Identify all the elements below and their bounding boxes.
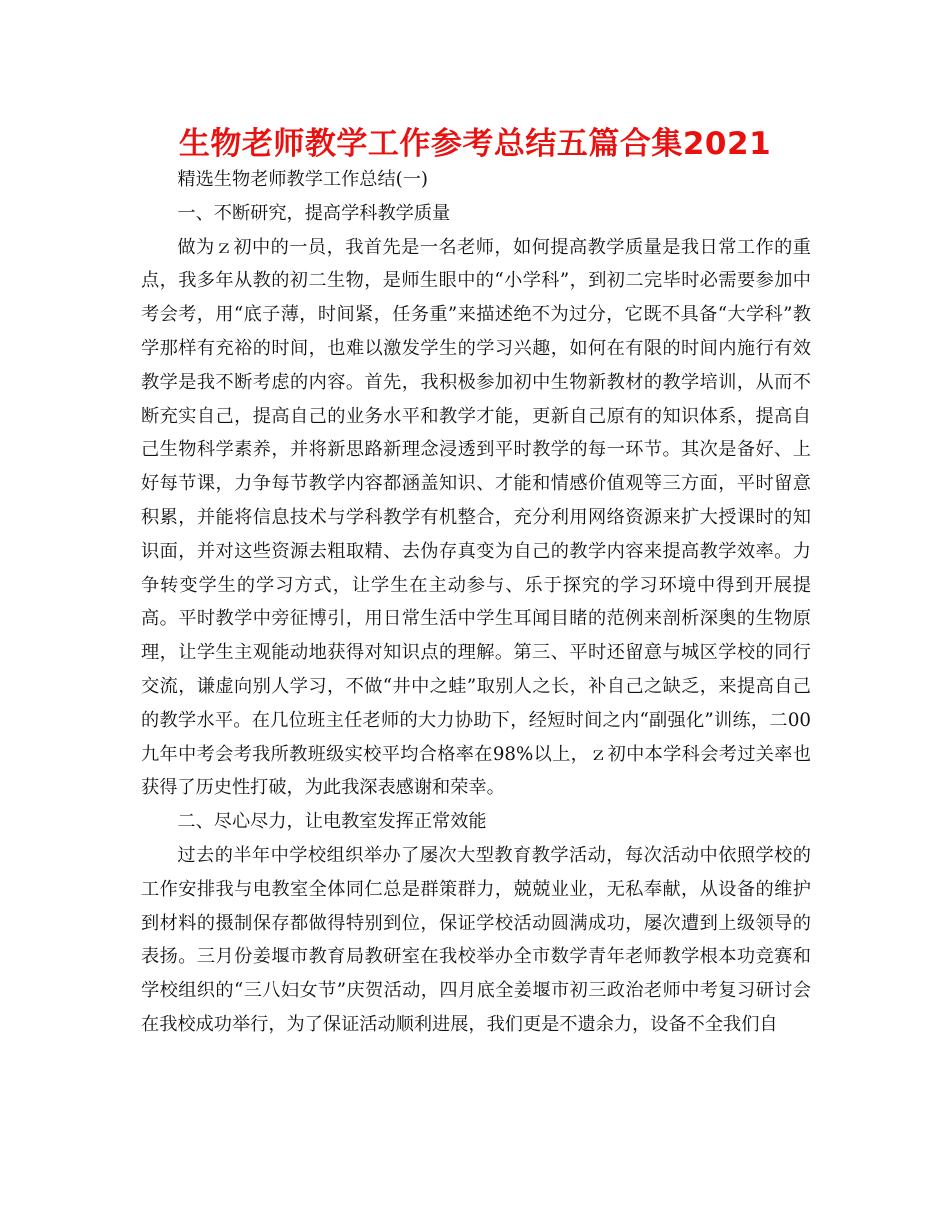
document-subtitle: 精选生物老师教学工作总结(一) <box>177 169 429 190</box>
document-title: 生物老师教学工作参考总结五篇合集2021 <box>178 126 772 162</box>
section-heading-2: 二、尽心尽力，让电教室发挥正常效能 <box>177 811 487 833</box>
paragraph-1: 做为ｚ初中的一员，我首先是一名老师，如何提高教学质量是我日常工作的重点，我多年从教的初二生物，是师生眼中的“小学科”，到初二完毕时必需要参加中考会考，用“底子薄，时间紧，任务重”来描述绝不为过分，它既不具备“大学科”教学那样有充裕的时间，也难以激发学生的学习兴趣，如何在有限的时间内施行有效教学是我不断考虑的内容。首先，我积极参加初中生物新教材的教学培训，从而不断充实自己，提高自己的业务水平和教学才能，更新自己原有的知识体系，提高自己生物科学素养，并将新思路新理念浸透到平时教学的每一环节。其次是备好、上好每节课，力争每节教学内容都涵盖知识、才能和情感价值观等三方面，平时留意积累，并能将信息技术与学科教学有机整合，充分利用网络资源来扩大授课时的知识面，并对这些资源去粗取精、去伪存真变为自己的教学内容来提高教学效率。力争转变学生的学习方式，让学生在主动参与、乐于探究的学习环境中得到开展提高。平时教学中旁征博引，用日常生活中学生耳闻目睹的范例来剖析深奥的生物原理，让学生主观能动地获得对知识点的理解。第三、平时还留意与城区学校的同行交流，谦虚向别人学习，不做“井中之蛙”取别人之长，补自己之缺乏，来提高自己的教学水平。在几位班主任老师的大力协助下，经短时间之内“副强化”训练，二00九年中考会考我所教班级实校平均合格率在98%以上，ｚ初中本学科会考过关率也获得了历史性打破，为此我深表感谢和荣幸。 <box>141 236 811 799</box>
section-heading-1: 一、不断研究，提高学科教学质量 <box>177 202 451 224</box>
paragraph-2: 过去的半年中学校组织举办了屡次大型教育教学活动，每次活动中依照学校的工作安排我与电教室全体同仁总是群策群力，兢兢业业，无私奉献，从设备的维护到材料的摄制保存都做得特别到位，保证学校活动圆满成功，屡次遭到上级领导的表扬。三月份姜堰市教育局教研室在我校举办全市数学青年老师教学根本功竞赛和学校组织的“三八妇女节”庆贺活动，四月底全姜堰市初三政治老师中考复习研讨会在我校成功举行，为了保证活动顺利进展，我们更是不遗余力，设备不全我们自 <box>141 844 811 1035</box>
document-body <box>141 163 811 1042</box>
